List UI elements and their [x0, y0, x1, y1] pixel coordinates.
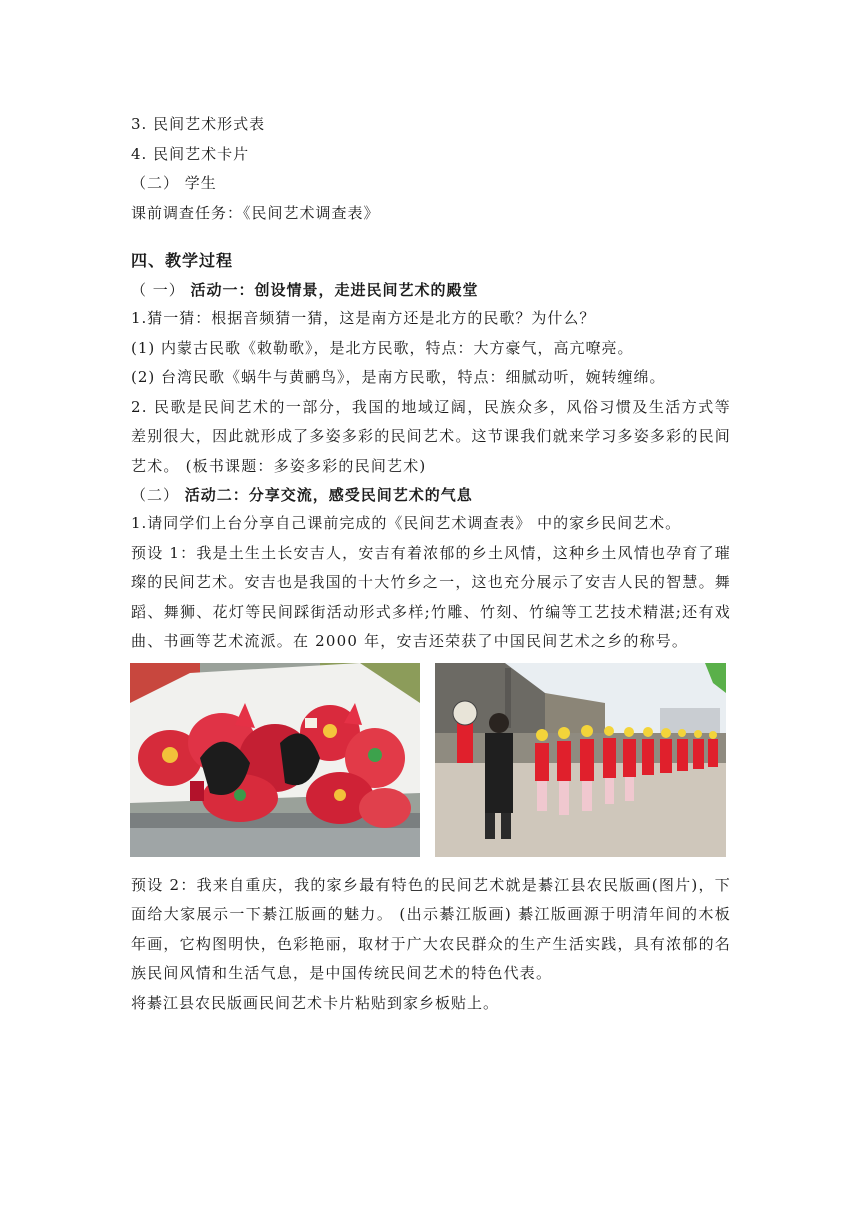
activity-2-closing: 将綦江县农民版画民间艺术卡片粘贴到家乡板贴上。 [131, 993, 500, 1012]
activity-1-paragraph-2: 2. 民歌是民间艺术的一部分，我国的地域辽阔，民族众多，风俗习惯及生活方式等差别很大，因此就形成了多姿多彩的民间艺术。这节课我们就来学习多姿多彩的民间艺术。 (板书课题：多姿多彩的民间艺术) [131, 397, 731, 475]
street-parade-photo [435, 663, 726, 857]
activity-1-answer-2: (2) 台湾民歌《蜗牛与黄鹂鸟》，是南方民歌，特点：细腻动听，婉转缠绵。 [131, 368, 666, 386]
activity-2-preset-2: 预设 2：我来自重庆，我的家乡最有特色的民间艺术就是綦江县农民版画(图片)，下面给大家展示一下綦江版画的魅力。 (出示綦江版画) 綦江版画源于明清年间的木板年画，它构图明快，色彩艳丽，取材于广大农民群众的生产生活实践，具有浓郁的名族民间风情和生活气息，是中国传统民间艺术的特色代表。 [131, 875, 731, 982]
student-heading: （二） 学生 [131, 174, 217, 192]
student-task: 课前调查任务：《民间艺术调查表》 [131, 203, 380, 222]
activity-1-question: 1.猜一猜：根据音频猜一猜，这是南方还是北方的民歌？为什么？ [131, 309, 596, 327]
section-4-title: 四、教学过程 [131, 251, 234, 270]
activity-2-title: 活动二：分享交流，感受民间艺术的气息 [184, 486, 473, 504]
document-page [131, 110, 731, 1018]
photo-row [131, 663, 731, 859]
activity-1-prefix: （ 一） [131, 281, 191, 299]
activity-1-answer-1: (1) 内蒙古民歌《敕勒歌》，是北方民歌，特点：大方豪气，高亢嘹亮。 [131, 338, 634, 357]
materials-item-3: 3. 民间艺术形式表 [131, 115, 266, 133]
activity-2-heading [131, 481, 731, 509]
activity-2-prefix: （二） [131, 486, 185, 504]
activity-2-paragraph-1: 1.请同学们上台分享自己课前完成的《民间艺术调查表》 中的家乡民间艺术。 [131, 514, 682, 532]
materials-item-4: 4. 民间艺术卡片 [131, 144, 250, 163]
activity-2-preset-1: 预设 1：我是土生土长安吉人，安吉有着浓郁的乡土风情，这种乡土风情也孕育了璀璨的民间艺术。安吉也是我国的十大竹乡之一，这也充分展示了安吉人民的智慧。舞蹈、舞狮、花灯等民间踩街活动形式多样;竹雕、竹刻、竹编等工艺技术精湛;还有戏曲、书画等艺术流派。在 2000 年，安吉还荣获了中国民间艺术之乡的称号。 [131, 543, 731, 650]
activity-1-heading [131, 276, 731, 304]
tiger-masks-photo [130, 663, 420, 857]
activity-1-title: 活动一：创设情景，走进民间艺术的殿堂 [190, 281, 479, 299]
